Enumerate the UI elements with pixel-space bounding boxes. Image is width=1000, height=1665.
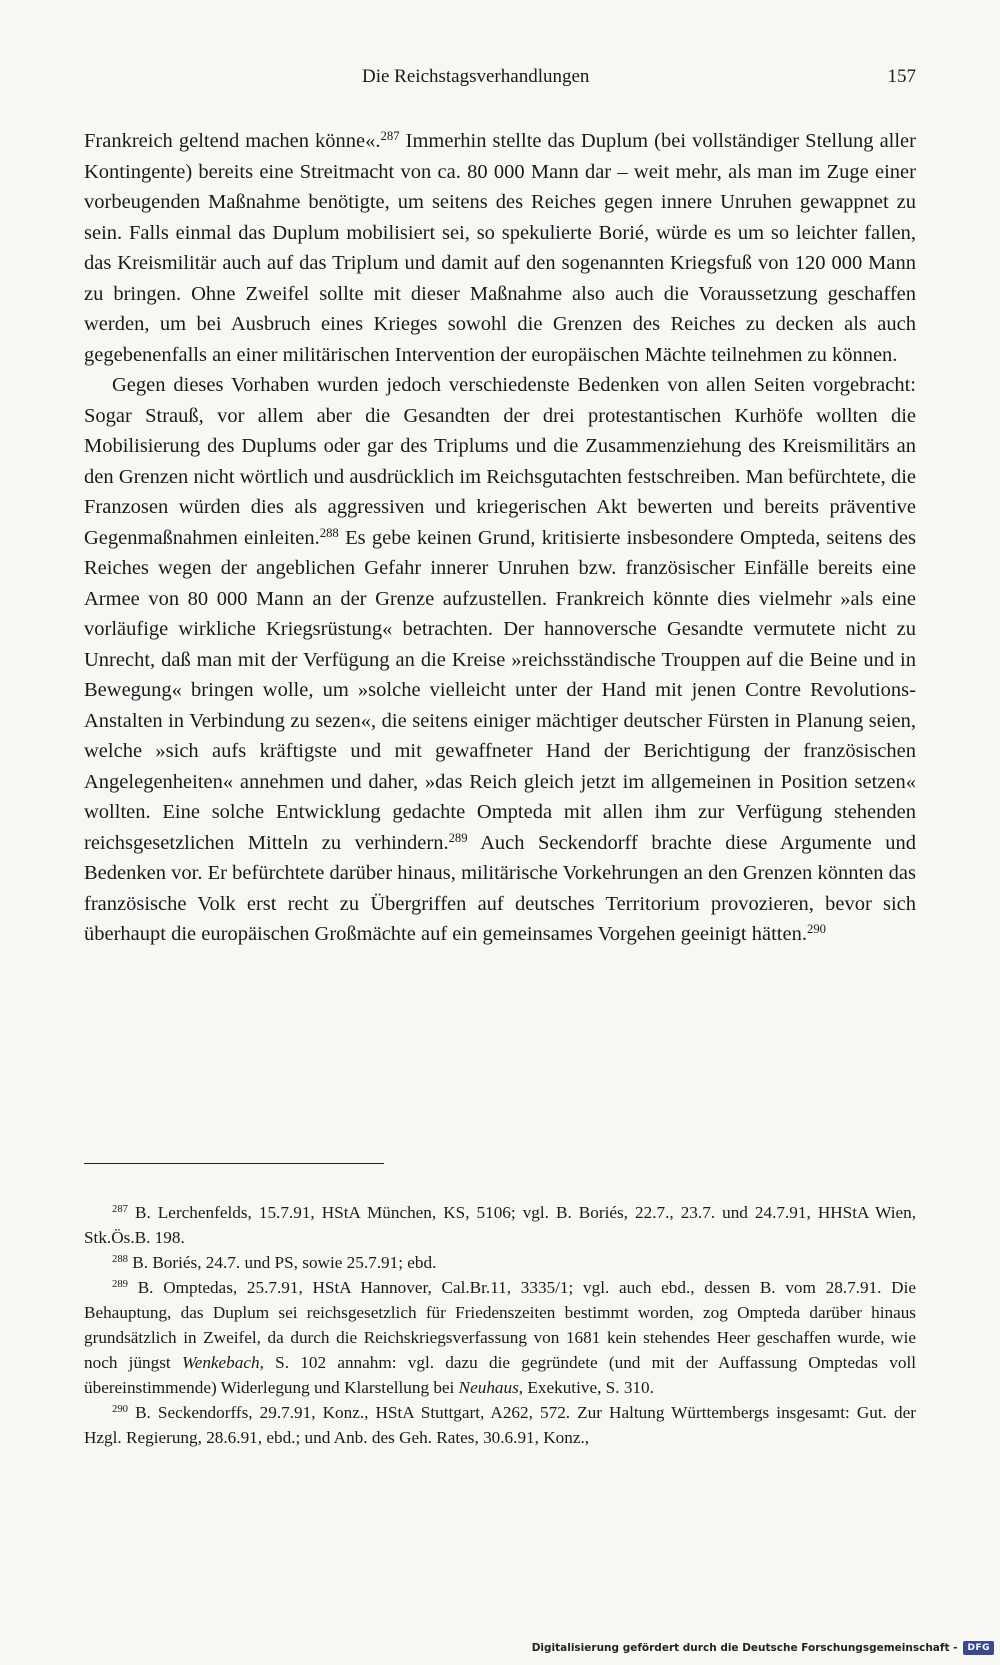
author-name: Wenkebach: [181, 1353, 260, 1372]
footnote-number: 288: [112, 1254, 128, 1266]
paragraph-1: [84, 126, 916, 370]
footnote-number: 287: [112, 1204, 128, 1216]
footnote-ref-287[interactable]: 287: [380, 129, 400, 144]
footnote-288: [84, 1250, 916, 1275]
footnote-separator: [84, 1163, 384, 1164]
text-run: Immerhin stellte das Duplum (bei vollständiger Stellung aller Kontingente) bereits eine Streitmacht von ca. 80 000 Mann dar – weit mehr, als man im Zuge einer vorbeugenden Maßnahme benötigte, um seitens des Reiches gegen innere Unruhen gewappnet zu sein. Falls einmal das Duplum mobilisiert sei, so spekulierte Borié, würde es um so leichter fallen, das Kreismilitär auch auf das Triplum und damit auf den sogenannten Kriegsfuß von 120 000 Mann zu bringen. Ohne Zweifel sollte mit dieser Maßnahme also auch die Voraussetzung geschaffen werden, um bei Ausbruch eines Krieges sowohl die Grenzen des Reiches zu decken als auch gegebenenfalls an einer militärischen Intervention der europäischen Mächte teilnehmen zu können.: [84, 130, 916, 366]
footnote-number: 289: [112, 1279, 128, 1291]
footnote-number: 290: [112, 1404, 128, 1416]
dfg-logo-icon[interactable]: DFG: [963, 1641, 994, 1655]
text-run: Gegen dieses Vorhaben wurden jedoch verschiedenste Bedenken von allen Seiten vorgebracht: Sogar Strauß, vor allem aber die Gesandten der drei protestantischen Kurhöfe wollten die Mobilisierung des Duplums oder gar des Triplums und die Zusammenziehung des Kreismilitärs an den Grenzen nicht wörtlich und ausdrücklich im Reichsgutachten festschreiben. Man befürchtete, die Franzosen würden dies als aggressiven und kriegerischen Akt bewerten und bereits präventive Gegenmaßnahmen einleiten.: [84, 374, 916, 549]
running-head-title: Die Reichstagsverhandlungen: [362, 66, 590, 87]
footnote-287: [84, 1200, 916, 1250]
footnote-text: , Exekutive, S. 310.: [518, 1378, 654, 1397]
body-text: [84, 126, 916, 950]
footnote-text: , S. 102 annahm: vgl. dazu die gegründete (und mit der Auffassung Omptedas voll übereinstimmende) Widerlegung und Klarstellung bei: [84, 1353, 916, 1397]
text-run: Frankreich geltend machen könne«.: [84, 130, 381, 152]
footnote-289: [84, 1275, 916, 1400]
footnote-text: B. Lerchenfelds, 15.7.91, HStA München, KS, 5106; vgl. B. Boriés, 22.7., 23.7. und 24.7.91, HHStA Wien, Stk.Ös.B. 198.: [84, 1203, 916, 1247]
footnote-text: B. Seckendorffs, 29.7.91, Konz., HStA Stuttgart, A262, 572. Zur Haltung Württembergs insgesamt: Gut. der Hzgl. Regierung, 28.6.91, ebd.; und Anb. des Geh. Rates, 30.6.91, Konz.,: [84, 1403, 916, 1447]
digitization-credit: [532, 1639, 994, 1657]
footnote-ref-289[interactable]: 289: [448, 830, 468, 845]
text-run: Auch Seckendorff brachte diese Argumente und Bedenken vor. Er befürchtete darüber hinaus, militärische Vorkehrungen an den Grenzen könnten das französische Volk erst recht zu Übergriffen auf deutsches Territorium provozieren, bevor sich überhaupt die europäischen Großmächte auf ein gemeinsames Vorgehen geeinigt hätten.: [84, 831, 916, 945]
footnote-text: B. Omptedas, 25.7.91, HStA Hannover, Cal.Br.11, 3335/1; vgl. auch ebd., dessen B. vom 28.7.91. Die Behauptung, das Duplum sei reichsgesetzlich für Friedenszeiten bestimmt worden, zog Ompteda darüber hinaus grundsätzlich in Zweifel, da durch die Reichskriegsverfassung von 1681 kein stehendes Heer geschaffen wurde, wie noch jüngst: [84, 1278, 916, 1372]
footnote-text: B. Boriés, 24.7. und PS, sowie 25.7.91; ebd.: [127, 1253, 437, 1272]
footnotes: [84, 1200, 916, 1450]
text-run: Es gebe keinen Grund, kritisierte insbesondere Ompteda, seitens des Reiches wegen der angeblichen Gefahr innerer Unruhen bzw. französischer Einfälle bereits eine Armee von 80 000 Mann an der Grenze aufzustellen. Frankreich könnte dies vielmehr »als eine vorläufige wirkliche Kriegsrüstung« betrachten. Der hannoversche Gesandte vermutete nicht zu Unrecht, daß man mit der Verfügung an die Kreise »reichsständische Trouppen auf die Beine und in Bewegung« bringen wolle, um »solche vielleicht unter der Hand mit jenen Contre Revolutions-Anstalten in Verbindung zu sezen«, die seitens einiger mächtiger deutscher Fürsten in Planung seien, welche »sich aufs kräftigste und mit gewaffneter Hand der Berichtigung der französischen Angelegenheiten« annehmen und daher, »das Reich gleich jetzt im allgemeinen in Position setzen« wollten. Eine solche Entwicklung gedachte Ompteda mit allen ihm zur Verfügung stehenden reichsgesetzlichen Mitteln zu verhindern.: [84, 526, 916, 854]
footnote-ref-288[interactable]: 288: [319, 525, 339, 540]
footnote-290: [84, 1400, 916, 1450]
paragraph-2: [84, 370, 916, 950]
author-name: Neuhaus: [458, 1378, 519, 1397]
credit-text: Digitalisierung gefördert durch die Deutsche Forschungsgemeinschaft -: [531, 1642, 958, 1654]
running-head: [84, 66, 916, 96]
footnote-ref-290[interactable]: 290: [806, 922, 827, 937]
page-number: 157: [887, 66, 916, 87]
